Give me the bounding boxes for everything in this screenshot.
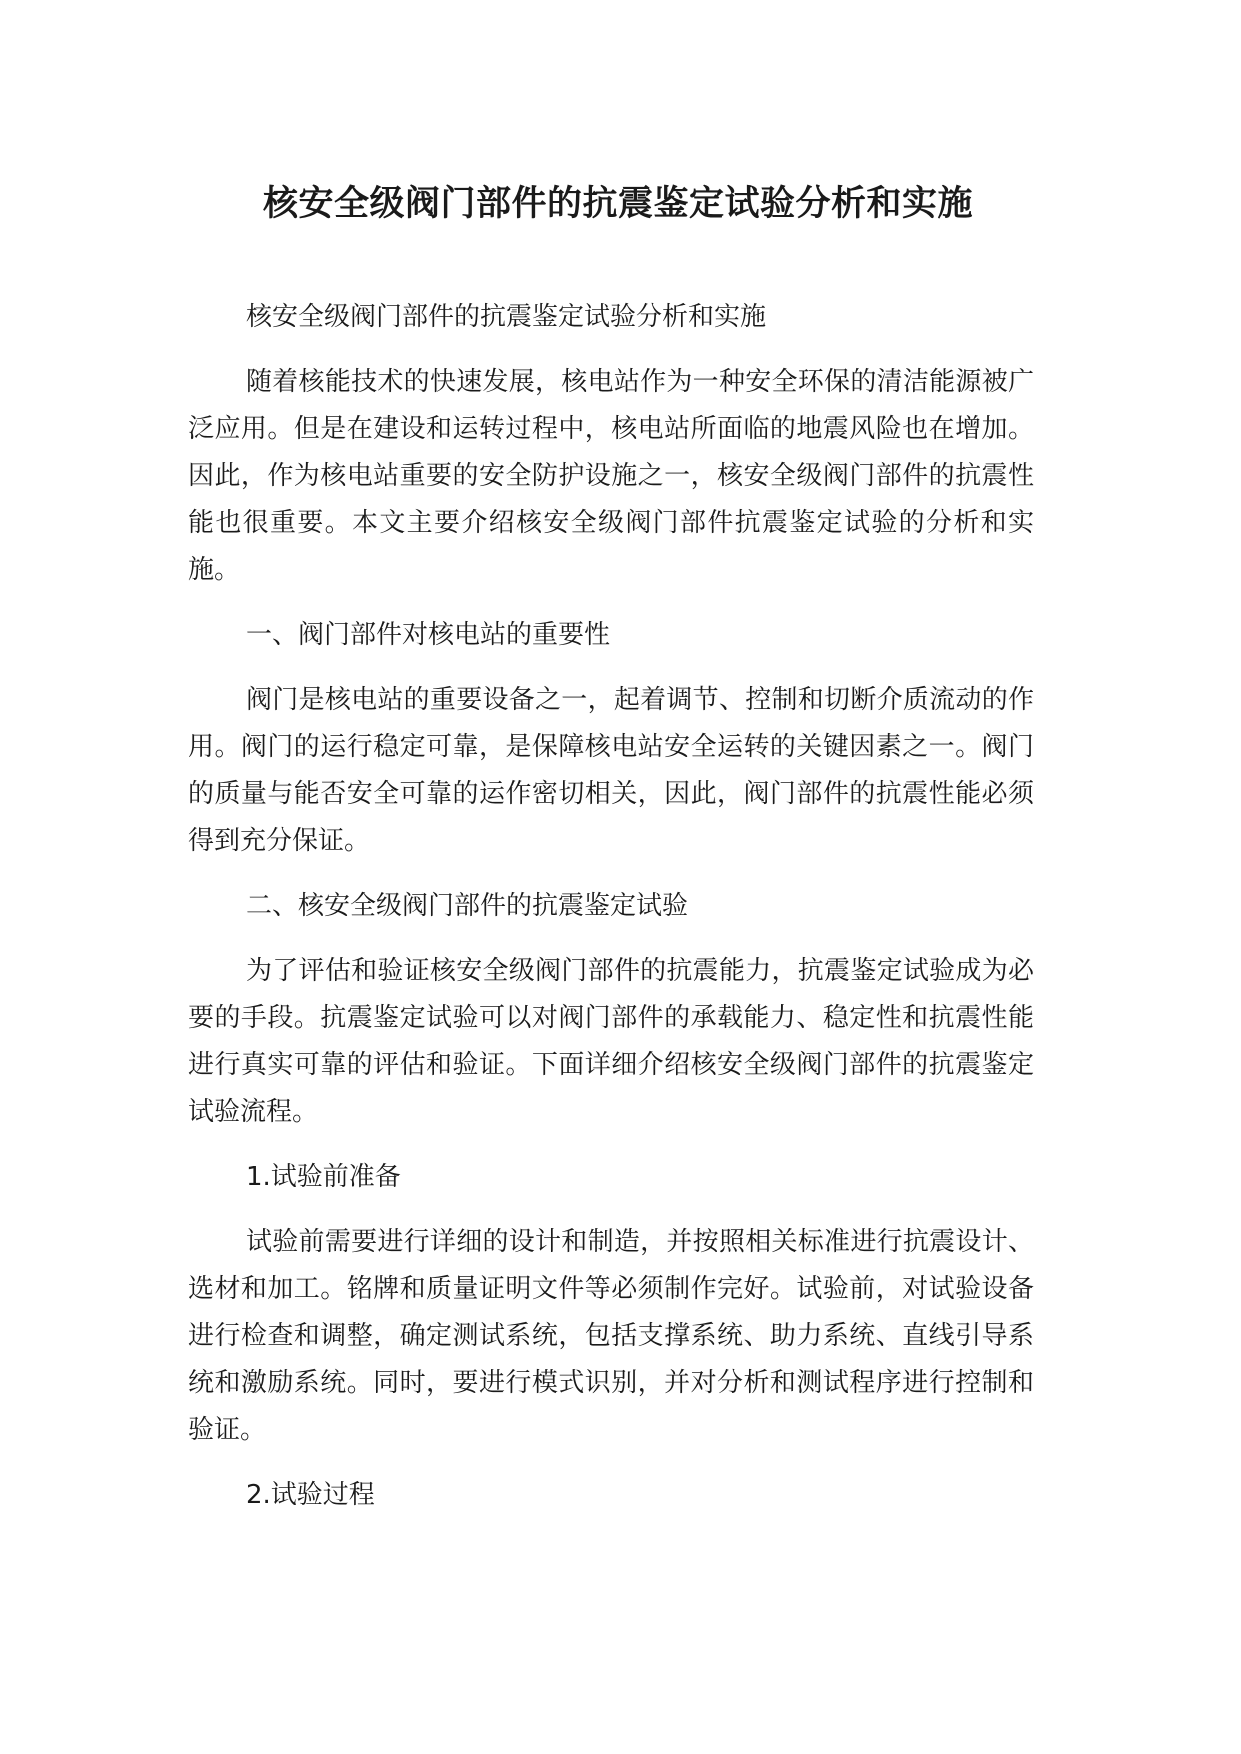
paragraph-intro: 随着核能技术的快速发展，核电站作为一种安全环保的清洁能源被广泛应用。但是在建设和运转过程中，核电站所面临的地震风险也在增加。因此，作为核电站重要的安全防护设施之一，核安全级阀门部件的抗震性能也很重要。本文主要介绍核安全级阀门部件抗震鉴定试验的分析和实施。 (188, 367, 1034, 585)
document-body (188, 294, 1034, 1519)
section-heading-2: 二、核安全级阀门部件的抗震鉴定试验 (246, 891, 689, 921)
subsection-heading-1: 1.试验前准备 (246, 1162, 401, 1192)
paragraph-test-overview: 为了评估和验证核安全级阀门部件的抗震能力，抗震鉴定试验成为必要的手段。抗震鉴定试验可以对阀门部件的承载能力、稳定性和抗震性能进行真实可靠的评估和验证。下面详细介绍核安全级阀门部件的抗震鉴定试验流程。 (188, 956, 1034, 1127)
paragraph-valve-importance: 阀门是核电站的重要设备之一，起着调节、控制和切断介质流动的作用。阀门的运行稳定可靠，是保障核电站安全运转的关键因素之一。阀门的质量与能否安全可靠的运作密切相关，因此，阀门部件的抗震性能必须得到充分保证。 (188, 685, 1034, 856)
paragraph-subtitle: 核安全级阀门部件的抗震鉴定试验分析和实施 (246, 302, 767, 332)
section-heading-1: 一、阀门部件对核电站的重要性 (246, 620, 611, 650)
subsection-heading-2: 2.试验过程 (246, 1480, 375, 1510)
paragraph-test-preparation: 试验前需要进行详细的设计和制造，并按照相关标准进行抗震设计、选材和加工。铭牌和质量证明文件等必须制作完好。试验前，对试验设备进行检查和调整，确定测试系统，包括支撑系统、助力系统、直线引导系统和激励系统。同时，要进行模式识别，并对分析和测试程序进行控制和验证。 (188, 1227, 1034, 1445)
document-title: 核安全级阀门部件的抗震鉴定试验分析和实施 (262, 184, 973, 224)
